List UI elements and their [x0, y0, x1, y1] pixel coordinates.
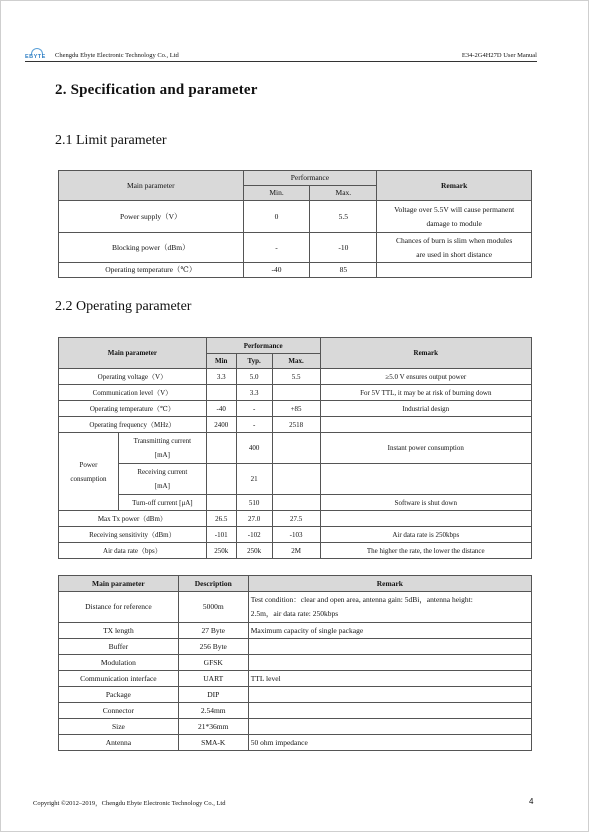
desc-cell: 5000m [178, 592, 248, 623]
page-header [25, 49, 537, 61]
param-cell: Package [59, 687, 179, 703]
max-cell: 27.5 [272, 511, 320, 527]
typ-cell: - [236, 401, 272, 417]
param-cell: Blocking power（dBm） [59, 233, 244, 263]
desc-cell: UART [178, 671, 248, 687]
header-main-parameter: Main parameter [59, 171, 244, 201]
remark-line: Test condition：clear and open area, antenna gain: 5dBi，antenna height: [250, 595, 473, 604]
max-cell [272, 433, 320, 464]
label-line: Receiving current [137, 468, 188, 476]
label-line: [mA] [154, 482, 170, 490]
remark-cell [248, 655, 531, 671]
param-cell: Power supply（V） [59, 201, 244, 233]
param-cell: Operating voltage（V） [59, 369, 207, 385]
remark-cell: The higher the rate, the lower the distance [320, 543, 531, 559]
header-remark: Remark [377, 171, 532, 201]
remark-cell [248, 639, 531, 655]
table-header-row [59, 171, 532, 186]
table-row [59, 639, 532, 655]
min-cell: -101 [206, 527, 236, 543]
remark-cell [248, 687, 531, 703]
table-row [59, 201, 532, 233]
max-cell: -103 [272, 527, 320, 543]
table-row [59, 623, 532, 639]
typ-cell: 27.0 [236, 511, 272, 527]
remark-line: Chances of burn is slim when modules [396, 235, 513, 245]
header-company: Chengdu Ebyte Electronic Technology Co., Ltd [55, 52, 179, 59]
param-cell: Communication interface [59, 671, 179, 687]
typ-cell: 250k [236, 543, 272, 559]
param-cell [118, 464, 206, 495]
param-cell: Turn-off current [μA] [118, 495, 206, 511]
min-cell [206, 433, 236, 464]
operating-parameter-title: 2.2 Operating parameter [55, 299, 192, 314]
max-cell [272, 464, 320, 495]
header-max: Max. [310, 186, 377, 201]
max-cell: +85 [272, 401, 320, 417]
operating-parameter-table [58, 337, 532, 559]
table-row [59, 703, 532, 719]
typ-cell: 5.0 [236, 369, 272, 385]
remark-cell: ≥5.0 V ensures output power [320, 369, 531, 385]
remark-cell: 50 ohm impedance [248, 735, 531, 751]
param-cell: Operating frequency（MHz） [59, 417, 207, 433]
param-cell: Antenna [59, 735, 179, 751]
remark-cell: Software is shut down [320, 495, 531, 511]
typ-cell: 400 [236, 433, 272, 464]
table-row [59, 464, 532, 495]
max-cell: 85 [310, 263, 377, 278]
max-cell [272, 495, 320, 511]
table-row [59, 735, 532, 751]
desc-cell: 2.54mm [178, 703, 248, 719]
table-row [59, 655, 532, 671]
min-cell: - [243, 233, 310, 263]
table-row [59, 543, 532, 559]
table-row [59, 719, 532, 735]
param-cell [118, 433, 206, 464]
header-min: Min. [243, 186, 310, 201]
remark-cell [320, 417, 531, 433]
footer-page-number: 4 [529, 797, 534, 806]
max-cell: -10 [310, 233, 377, 263]
max-cell: 5.5 [310, 201, 377, 233]
header-min: Min [206, 354, 236, 369]
label-line: [mA] [154, 451, 170, 459]
header-manual-title: E34-2G4H27D User Manual [461, 52, 537, 59]
table-row [59, 495, 532, 511]
param-cell: Communication level（V） [59, 385, 207, 401]
header-remark: Remark [248, 576, 531, 592]
min-cell: 250k [206, 543, 236, 559]
label-line: Power [79, 460, 98, 469]
min-cell: 3.3 [206, 369, 236, 385]
remark-line: damage to module [426, 218, 482, 228]
label-line: Transmitting current [133, 437, 192, 445]
table-row [59, 687, 532, 703]
remark-cell [320, 511, 531, 527]
footer-copyright: Copyright ©2012–2019，Chengdu Ebyte Electronic Technology Co., Ltd [33, 800, 226, 807]
param-cell: TX length [59, 623, 179, 639]
remark-cell: TTL level [248, 671, 531, 687]
remark-cell [248, 592, 531, 623]
table-row [59, 511, 532, 527]
min-cell: 26.5 [206, 511, 236, 527]
label-line: consumption [70, 474, 107, 483]
power-consumption-label [59, 433, 119, 511]
remark-cell: Instant power consumption [320, 433, 531, 464]
max-cell: 2518 [272, 417, 320, 433]
param-cell: Receiving sensitivity（dBm） [59, 527, 207, 543]
remark-cell: Air data rate is 250kbps [320, 527, 531, 543]
limit-parameter-title: 2.1 Limit parameter [55, 133, 167, 148]
description-table [58, 575, 532, 751]
param-cell: Modulation [59, 655, 179, 671]
max-cell: 5.5 [272, 369, 320, 385]
remark-line: are used in short distance [416, 249, 493, 259]
header-main-parameter: Main parameter [59, 338, 207, 369]
remark-cell: For 5V TTL, it may be at risk of burning down [320, 385, 531, 401]
remark-line: Voltage over 5.5V will cause permanent [394, 204, 515, 214]
table-row [59, 385, 532, 401]
limit-parameter-table [58, 170, 532, 278]
logo-text: EBYTE [25, 54, 46, 60]
desc-cell: 27 Byte [178, 623, 248, 639]
min-cell [206, 464, 236, 495]
desc-cell: GFSK [178, 655, 248, 671]
param-cell: Distance for reference [59, 592, 179, 623]
param-cell: Air data rate（bps） [59, 543, 207, 559]
min-cell [206, 385, 236, 401]
header-divider [25, 61, 537, 62]
min-cell: 2400 [206, 417, 236, 433]
desc-cell: SMA-K [178, 735, 248, 751]
min-cell: -40 [243, 263, 310, 278]
table-row [59, 592, 532, 623]
header-remark: Remark [320, 338, 531, 369]
desc-cell: 21*36mm [178, 719, 248, 735]
desc-cell: 256 Byte [178, 639, 248, 655]
section-title: 2. Specification and parameter [55, 82, 258, 98]
param-cell: Operating temperature（℃） [59, 401, 207, 417]
typ-cell: - [236, 417, 272, 433]
table-row [59, 671, 532, 687]
header-description: Description [178, 576, 248, 592]
table-row [59, 433, 532, 464]
remark-cell: Industrial design [320, 401, 531, 417]
remark-cell [377, 201, 532, 233]
remark-cell: Maximum capacity of single package [248, 623, 531, 639]
typ-cell: -102 [236, 527, 272, 543]
table-row [59, 527, 532, 543]
remark-cell [320, 464, 531, 495]
header-typ: Typ. [236, 354, 272, 369]
header-main-parameter: Main parameter [59, 576, 179, 592]
min-cell: -40 [206, 401, 236, 417]
typ-cell: 21 [236, 464, 272, 495]
table-row [59, 233, 532, 263]
max-cell: 2M [272, 543, 320, 559]
table-row [59, 369, 532, 385]
max-cell [272, 385, 320, 401]
min-cell: 0 [243, 201, 310, 233]
header-performance: Performance [206, 338, 320, 354]
table-row [59, 263, 532, 278]
table-row [59, 401, 532, 417]
table-header-row [59, 338, 532, 354]
remark-cell [377, 233, 532, 263]
param-cell: Max Tx power（dBm） [59, 511, 207, 527]
param-cell: Buffer [59, 639, 179, 655]
header-max: Max. [272, 354, 320, 369]
ebyte-logo [25, 49, 53, 61]
min-cell [206, 495, 236, 511]
param-cell: Connector [59, 703, 179, 719]
remark-cell [248, 703, 531, 719]
remark-cell [377, 263, 532, 278]
table-row [59, 417, 532, 433]
param-cell: Size [59, 719, 179, 735]
typ-cell: 3.3 [236, 385, 272, 401]
header-performance: Performance [243, 171, 377, 186]
desc-cell: DIP [178, 687, 248, 703]
remark-cell [248, 719, 531, 735]
param-cell: Operating temperature（℃） [59, 263, 244, 278]
table-header-row [59, 576, 532, 592]
typ-cell: 510 [236, 495, 272, 511]
remark-line: 2.5m，air data rate: 250kbps [250, 609, 339, 618]
